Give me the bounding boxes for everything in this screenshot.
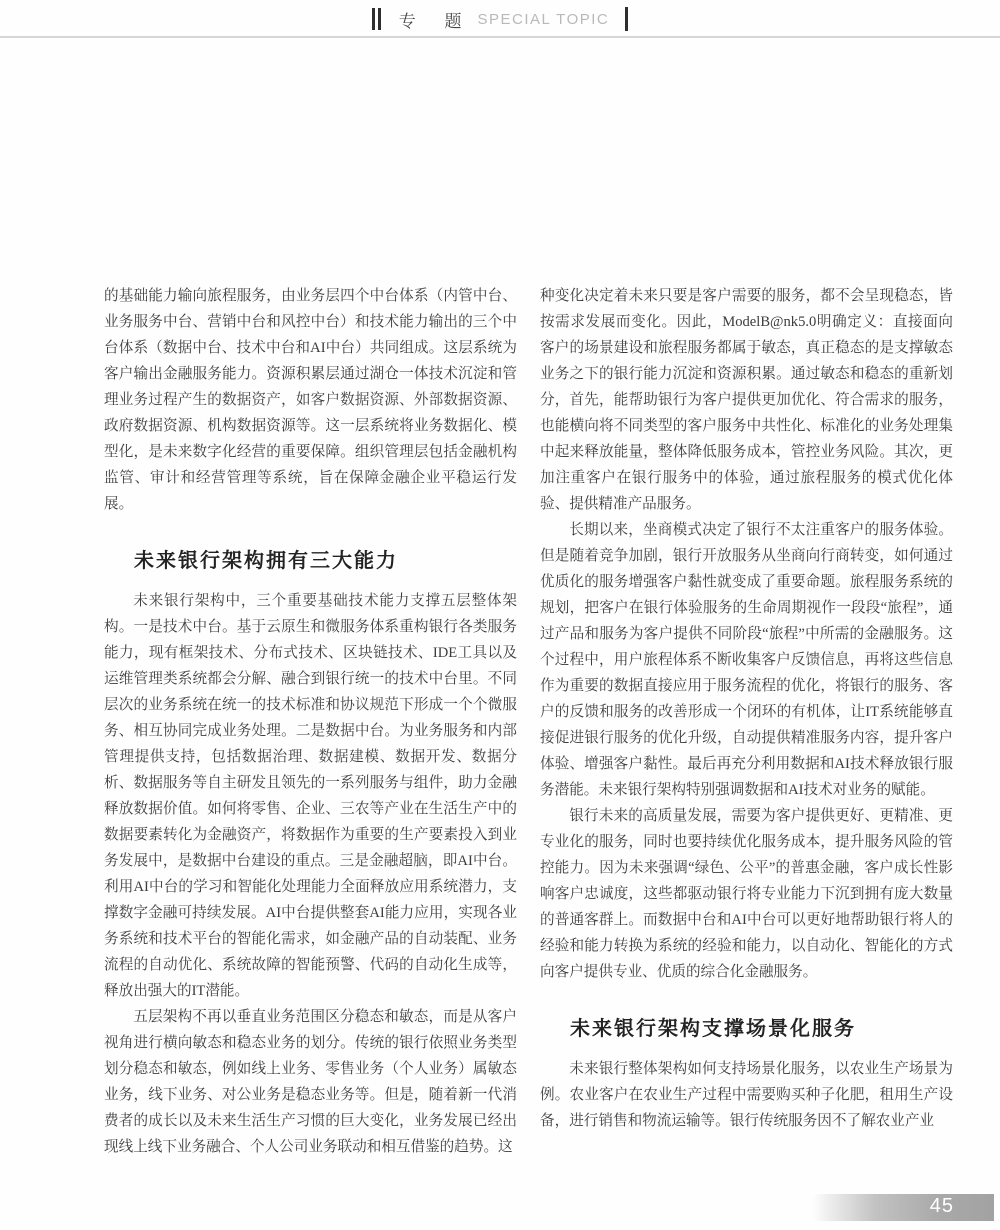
body-paragraph: 未来银行架构中，三个重要基础技术能力支撑五层整体架构。一是技术中台。基于云原生和微服务体系重构银行各类服务能力，现有框架技术、分布式技术、区块链技术、IDE工具以及运维管理类系统都会分解、融合到银行统一的技术中台里。不同层次的业务系统在统一的技术标准和协议规范下形成一个个微服务、相互协同完成业务处理。二是数据中台。为业务服务和内部管理提供支持，包括数据治理、数据建模、数据开发、数据分析、数据服务等自主研发且领先的一系列服务与组件，助力金融释放数据价值。如何将零售、企业、三农等产业在生活生产中的数据要素转化为金融资产，将数据作为重要的生产要素投入到业务发展中，是数据中台建设的重点。三是金融超脑，即AI中台。利用AI中台的学习和智能化处理能力全面释放应用系统潜力，支撑数字金融可持续发展。AI中台提供整套AI能力应用，实现各业务系统和技术平台的智能化需求，如金融产品的自动装配、业务流程的自动优化、系统故障的智能预警、代码的自动化生成等，释放出强大的IT潜能。 xyxy=(104,593,517,999)
header-single-bar-icon xyxy=(625,7,628,31)
header-double-bar-icon xyxy=(372,8,381,30)
body-paragraph: 银行未来的高质量发展，需要为客户提供更好、更精准、更专业化的服务，同时也要持续优化服务成本，提升服务风险的管控能力。因为未来强调“绿色、公平”的普惠金融，客户成长性影响客户忠诚度，这些都驱动银行将专业能力下沉到拥有庞大数量的普通客群上。而数据中台和AI中台可以更好地帮助银行将人的经验和能力转换为系统的经验和能力，以自动化、智能化的方式向客户提供专业、优质的综合化金融服务。 xyxy=(540,808,953,980)
header-title-cn: 专 题 xyxy=(398,11,474,31)
body-paragraph: 种变化决定着未来只要是客户需要的服务，都不会呈现稳态，皆按需求发展而变化。因此，ModelB@nk5.0明确定义：直接面向客户的场景建设和旅程服务都属于敏态，真正稳态的是支撑敏态业务之下的银行能力沉淀和资源积累。通过敏态和稳态的重新划分，首先，能帮助银行为客户提供更加优化、符合需求的服务，也能横向将不同类型的客户服务中共性化、标准化的业务处理集中起来释放能量，整体降低服务成本，管控业务风险。其次，更加注重客户在银行服务中的体验，通过旅程服务的模式优化体验、提供精准产品服务。 xyxy=(540,288,953,512)
header-rule xyxy=(0,36,1000,38)
article-column-right xyxy=(540,283,953,1134)
article-column-left xyxy=(104,283,517,1160)
page-number-bar xyxy=(812,1194,994,1221)
body-paragraph: 长期以来，坐商模式决定了银行不太注重客户的服务体验。但是随着竞争加剧，银行开放服务从坐商向行商转变，如何通过优质化的服务增强客户黏性就变成了重要命题。旅程服务系统的规划，把客户在银行体验服务的生命周期视作一段段“旅程”，通过产品和服务为客户提供不同阶段“旅程”中所需的金融服务。这个过程中，用户旅程体系不断收集客户反馈信息，再将这些信息作为重要的数据直接应用于服务流程的优化，将银行的服务、客户的反馈和服务的改善形成一个闭环的有机体，让IT系统能够直接促进银行服务的优化升级，自动提供精准服务内容，提升客户体验、增强客户黏性。最后再充分利用数据和AI技术释放银行服务潜能。未来银行架构特别强调数据和AI技术对业务的赋能。 xyxy=(540,522,953,798)
page-number: 45 xyxy=(929,1195,954,1217)
header-title-en: SPECIAL TOPIC xyxy=(477,10,610,28)
section-heading: 未来银行架构拥有三大能力 xyxy=(134,550,398,572)
body-paragraph: 五层架构不再以垂直业务范围区分稳态和敏态，而是从客户视角进行横向敏态和稳态业务的划分。传统的银行依照业务类型划分稳态和敏态，例如线上业务、零售业务（个人业务）属敏态业务，线下业务、对公业务是稳态业务等。但是，随着新一代消费者的成长以及未来生活生产习惯的巨大变化，业务发展已经出现线上线下业务融合、个人公司业务联动和相互借鉴的趋势。这 xyxy=(104,1009,517,1155)
section-heading: 未来银行架构支撑场景化服务 xyxy=(570,1018,856,1040)
page-header xyxy=(0,6,1000,32)
body-paragraph: 未来银行整体架构如何支持场景化服务，以农业生产场景为例。农业客户在农业生产过程中需要购买种子化肥，租用生产设备，进行销售和物流运输等。银行传统服务因不了解农业产业 xyxy=(540,1061,953,1129)
body-paragraph: 的基础能力输向旅程服务，由业务层四个中台体系（内管中台、业务服务中台、营销中台和风控中台）和技术能力输出的三个中台体系（数据中台、技术中台和AI中台）共同组成。这层系统为客户输出金融服务能力。资源积累层通过湖仓一体技术沉淀和管理业务过程产生的数据资产，如客户数据资源、外部数据资源、政府数据资源、机构数据资源等。这一层系统将业务数据化、模型化，是未来数字化经营的重要保障。组织管理层包括金融机构监管、审计和经营管理等系统，旨在保障金融企业平稳运行发展。 xyxy=(104,288,517,512)
